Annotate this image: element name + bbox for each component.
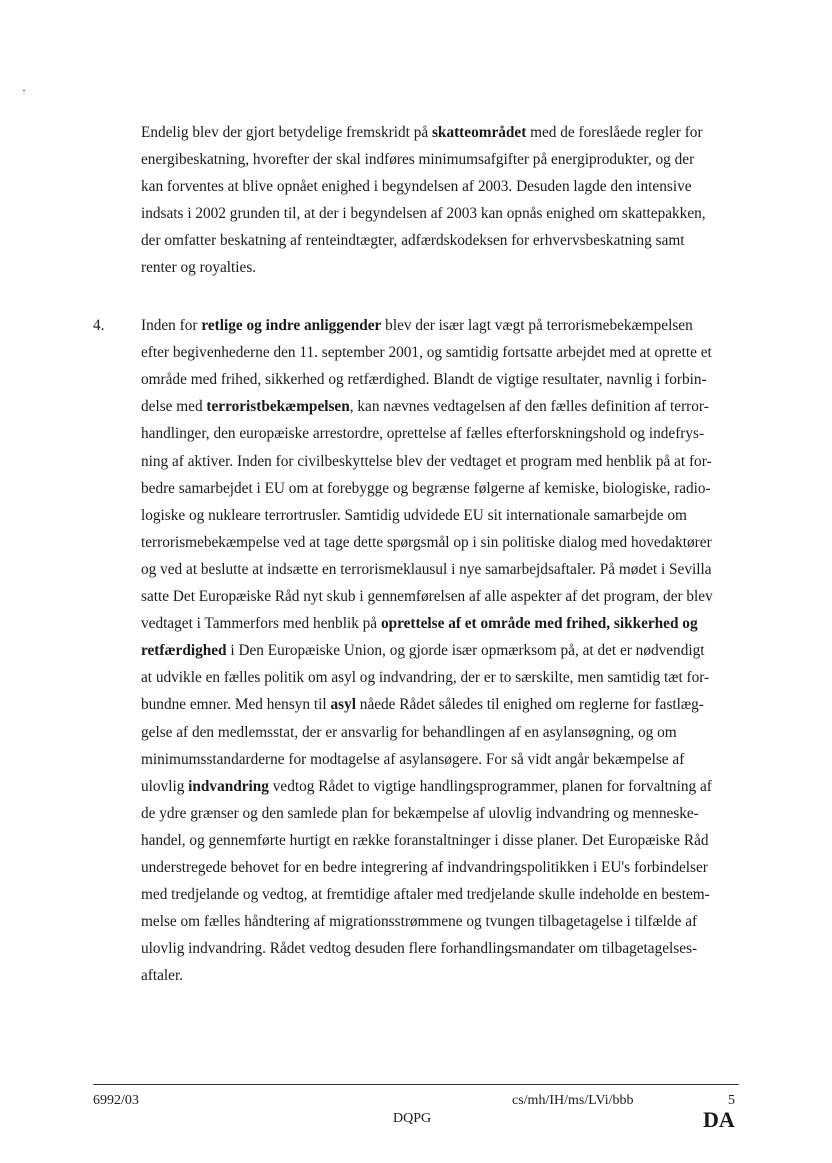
text-run: delse med [141,398,207,416]
scan-speck [23,90,25,91]
text-run: minimumsstandarderne for modtagelse af asylansøgere. For så vidt angår bekæmpelse af [141,750,685,768]
text-line [141,343,712,362]
text-line [141,177,692,196]
text-line [141,316,693,335]
text-line [141,939,697,958]
bold-term: retfærdighed [141,642,227,660]
text-line [141,695,704,714]
text-run: nåede Rådet således til enighed om reglerne for fastlæg- [355,696,704,714]
text-run: blev der især lagt vægt på terrorismebekæmpelsen [381,317,693,334]
text-line [141,506,687,525]
text-run: der omfatter beskatning af renteindtægter, adfærdskodeksen for erhvervsbeskatning samt [141,232,685,249]
text-run: med tredjelande og vedtog, at fremtidige aftaler med tredjelande skulle indeholde en bestem- [141,886,710,904]
page-number: 5 [728,1093,735,1108]
author-initials: cs/mh/IH/ms/LVi/bbb [512,1093,634,1108]
text-line [141,777,712,796]
bold-term: indvandring [188,777,269,795]
text-line [141,370,707,389]
text-line [141,587,713,606]
text-run: ning af aktiver. Inden for civilbeskyttelse blev der vedtaget et program med henblik på at for- [141,452,712,470]
text-line [141,858,708,877]
bold-term: terroristbekæmpelsen [206,398,350,416]
text-run: satte Det Europæiske Råd nyt skub i gennemførelsen af alle aspekter af det program, der blev [141,588,713,605]
text-line [141,479,711,498]
text-line [141,150,694,169]
text-run: Endelig blev der gjort betydelige fremskridt på [141,124,432,141]
text-line [141,533,712,552]
text-run: kan forventes at blive opnået enighed i begyndelsen af 2003. Desuden lagde den intensive [141,178,692,195]
text-line [141,452,712,471]
text-line [141,912,697,931]
text-line [141,560,712,579]
text-run: aftaler. [141,967,184,985]
paragraph-number: 4. [93,317,105,334]
text-line [141,204,706,223]
text-run: vedtaget i Tammerfors med henblik på [141,615,381,633]
text-run: energibeskatning, hvorefter der skal indføres minimumsafgifter på energiprodukter, og der [141,151,695,168]
text-line [141,614,698,633]
text-line [141,424,704,443]
footer-divider [93,1084,739,1085]
text-line [141,750,684,769]
text-run: og ved at beslutte at indsætte en terrorismeklausul i nye samarbejdsaftaler. På mødet i Sevilla [141,560,712,578]
text-run: ulovlig [141,777,189,795]
document-number: 6992/03 [93,1093,139,1108]
text-line [141,966,183,985]
text-run: vedtog Rådet to vigtige handlingsprogrammer, planen for forvaltning af [268,777,712,795]
text-line [141,804,699,823]
bold-term: skatteområdet [431,124,527,141]
text-run: , kan nævnes vedtagelsen af den fælles definition af terror- [349,398,709,416]
text-line [141,885,710,904]
text-run: at udvikle en fælles politik om asyl og indvandring, der er to særskilte, men samtidig tæt for- [141,669,710,687]
bold-term: asyl [330,696,356,714]
text-run: bundne emner. Med hensyn til [141,696,331,714]
text-run: logiske og nukleare terrortrusler. Samtidig udvidede EU sit internationale samarbejde om [141,506,687,524]
text-line [141,668,709,687]
text-run: renter og royalties. [141,259,257,276]
text-run: indsats i 2002 grunden til, at der i begyndelsen af 2003 kan opnås enighed om skattepakken, [141,205,706,222]
text-run: i Den Europæiske Union, og gjorde især opmærksom på, at det er nødvendigt [226,642,705,660]
text-line [141,723,677,742]
text-line [141,123,703,142]
text-run: de ydre grænser og den samlede plan for bekæmpelse af ulovlig indvandring og menneske- [141,804,699,822]
text-line [141,397,709,416]
text-run: bedre samarbejdet i EU om at forebygge og begrænse følgerne af kemiske, biologiske, radio- [141,479,711,497]
text-run: ulovlig indvandring. Rådet vedtog desuden flere forhandlingsmandater om tilbagetagelses- [141,940,698,958]
text-run: Inden for [141,317,202,334]
text-run: handel, og gennemførte hurtigt en række foranstaltninger i disse planer. Det Europæiske Råd [141,831,709,849]
text-run: gelse af den medlemsstat, der er ansvarlig for behandlingen af en asylansøgning, og om [141,723,677,741]
department-code: DQPG [393,1111,432,1126]
text-run: terrorismebekæmpelse ved at tage dette spørgsmål op i sin politiske dialog med hovedaktører [141,533,712,551]
text-line [141,831,709,850]
text-run: understregede behovet for en bedre integrering af indvandringspolitikken i EU's forbindelser [141,859,708,876]
text-line [141,641,705,660]
text-run: melse om fælles håndtering af migrationsstrømmene og tvungen tilbagetagelse i tilfælde af [141,913,698,931]
bold-term: retlige og indre anliggender [201,317,382,334]
language-code: DA [703,1107,735,1132]
bold-term: oprettelse af et område med frihed, sikkerhed og [380,615,698,633]
text-line [141,231,685,250]
text-run: efter begivenhederne den 11. september 2001, og samtidig fortsatte arbejdet med at oprette et [141,344,712,362]
text-run: handlinger, den europæiske arrestordre, oprettelse af fælles efterforskningshold og indefrys- [141,425,705,443]
text-line [141,258,256,277]
text-run: med de foreslåede regler for [526,124,703,141]
text-run: område med frihed, sikkerhed og retfærdighed. Blandt de vigtige resultater, navnlig i forbin- [141,371,707,389]
